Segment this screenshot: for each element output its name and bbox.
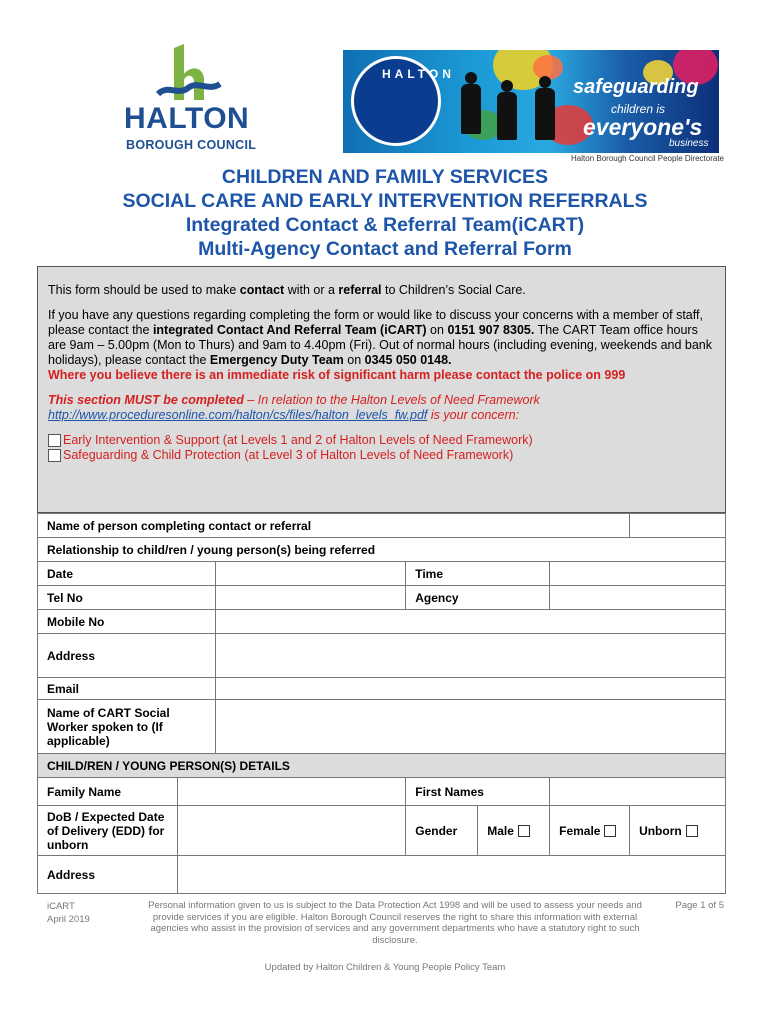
tel-field[interactable]: [215, 586, 406, 610]
directorate-label: Halton Borough Council People Directorate: [571, 154, 724, 163]
cart-worker-label: Name of CART Social Worker spoken to (If applicable): [38, 700, 216, 754]
first-names-field[interactable]: [550, 778, 726, 806]
male-checkbox[interactable]: [518, 825, 530, 837]
halton-logo: [124, 44, 264, 152]
child-section-heading: CHILD/REN / YOUNG PERSON(S) DETAILS: [38, 754, 726, 778]
option-safeguarding[interactable]: Safeguarding & Child Protection (at Level 3 of Halton Levels of Need Framework): [48, 448, 715, 463]
agency-label: Agency: [406, 586, 550, 610]
female-option[interactable]: Female: [550, 806, 630, 856]
intro-paragraph-2: If you have any questions regarding completing the form or would like to discuss your concerns with a member of staff, please contact the integrated Contact And Referral Team (iCART) on 0151 907 8305. The CART Team office hours are 9am – 5.00pm (Mon to Thurs) and 9am to 4.40pm (Fri). Out of normal hours (including evening, weekends and bank holidays), please contact the Emergency Duty Team on 0345 050 0148. Where you believe there is an immediate risk of significant harm please contact the police on 999: [48, 308, 713, 382]
unborn-option[interactable]: Unborn: [630, 806, 726, 856]
page-titles: [0, 165, 770, 261]
referral-form-table: [37, 513, 726, 894]
child-address-field[interactable]: [177, 856, 725, 894]
title-1: CHILDREN AND FAMILY SERVICES: [221, 166, 549, 188]
safeguarding-banner: [343, 50, 719, 153]
mobile-label: Mobile No: [38, 610, 216, 634]
date-label: Date: [38, 562, 216, 586]
unborn-checkbox[interactable]: [686, 825, 698, 837]
family-name-field[interactable]: [177, 778, 405, 806]
banner-line-1: safeguarding: [573, 76, 699, 98]
banner-line-3: everyone's: [583, 114, 703, 140]
halton-h-icon: [154, 44, 224, 102]
family-name-label: Family Name: [38, 778, 178, 806]
badge-text: HALTON: [382, 67, 455, 81]
footer-updated: Updated by Halton Children & Young People Policy Team: [264, 962, 506, 973]
police-warning: Where you believe there is an immediate risk of significant harm please contact the police on 999: [48, 368, 626, 382]
checkbox[interactable]: [48, 434, 61, 447]
page-number: Page 1 of 5: [675, 900, 724, 911]
email-label: Email: [38, 678, 216, 700]
dob-field[interactable]: [177, 806, 405, 856]
name-person-label: Name of person completing contact or referral: [38, 514, 630, 538]
first-names-label: First Names: [406, 778, 550, 806]
child-address-label: Address: [38, 856, 178, 894]
intro-box: [37, 266, 726, 513]
cart-worker-field[interactable]: [215, 700, 725, 754]
dob-label: DoB / Expected Date of Delivery (EDD) for unborn: [38, 806, 178, 856]
halton-badge: [351, 56, 455, 146]
mobile-field[interactable]: [215, 610, 725, 634]
female-checkbox[interactable]: [604, 825, 616, 837]
logo-name: HALTON: [124, 102, 250, 135]
time-label: Time: [406, 562, 550, 586]
option-early-intervention[interactable]: Early Intervention & Support (at Levels 1 and 2 of Halton Levels of Need Framework): [48, 433, 715, 448]
tel-label: Tel No: [38, 586, 216, 610]
address-label: Address: [38, 634, 216, 678]
intro-paragraph-1: This form should be used to make contact with or a referral to Children’s Social Care.: [48, 283, 526, 297]
footer-left: iCART April 2019: [47, 901, 90, 925]
address-field[interactable]: [215, 634, 725, 678]
gender-label: Gender: [406, 806, 478, 856]
levels-of-need-link[interactable]: http://www.proceduresonline.com/halton/cs/files/halton_levels_fw.pdf: [48, 408, 428, 422]
time-field[interactable]: [550, 562, 726, 586]
agency-field[interactable]: [550, 586, 726, 610]
title-2: SOCIAL CARE AND EARLY INTERVENTION REFERRALS: [122, 190, 648, 212]
logo-subtitle: BOROUGH COUNCIL: [126, 138, 257, 152]
title-4: Multi-Agency Contact and Referral Form: [198, 238, 572, 260]
must-complete-note: This section MUST be completed – In relation to the Halton Levels of Need Framework http://www.proceduresonline.com/halton/cs/files/halton_levels_fw.pdf is your concern:: [48, 393, 540, 422]
male-option[interactable]: Male: [478, 806, 550, 856]
email-field[interactable]: [215, 678, 725, 700]
footer-disclaimer: Personal information given to us is subject to the Data Protection Act 1998 and will be used to assess your needs and provide services if you are eligible. Halton Borough Council reserves the right to share this information with external agencies who assist in the provision of services and any government departments who have a statutory right to such disclosure.: [148, 900, 642, 946]
date-field[interactable]: [215, 562, 406, 586]
title-3: Integrated Contact & Referral Team(iCART): [185, 214, 585, 236]
checkbox[interactable]: [48, 449, 61, 462]
relationship-label: Relationship to child/ren / young person(s) being referred: [38, 538, 726, 562]
banner-line-4: business: [669, 138, 709, 149]
banner-line-2: children is: [611, 102, 666, 116]
name-person-field[interactable]: [630, 514, 726, 538]
